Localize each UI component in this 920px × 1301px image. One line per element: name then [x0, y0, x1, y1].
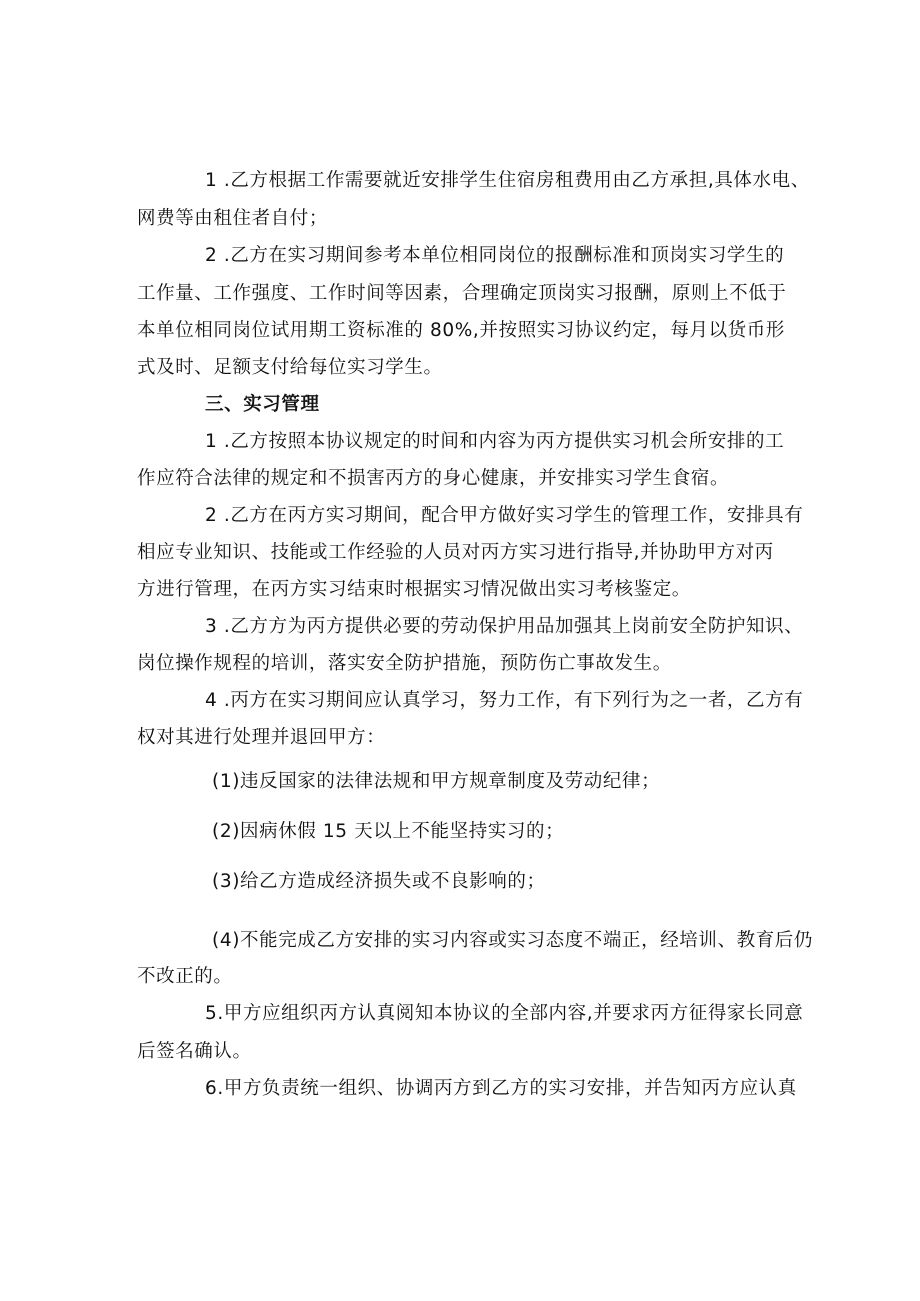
text-line: 不改正的。: [137, 966, 233, 987]
text-line: 权对其进行处理并退回甲方：: [137, 727, 386, 748]
list-item: (2)因病休假 15 天以上不能坚持实习的；: [212, 821, 565, 842]
text-line: 5.甲方应组织丙方认真阅知本协议的全部内容,并要求丙方征得家长同意: [205, 1003, 804, 1024]
text-line: 相应专业知识、技能或工作经验的人员对丙方实习进行指导,并协助甲方对丙: [137, 542, 774, 563]
list-item: (1)违反国家的法律法规和甲方规章制度及劳动纪律；: [212, 771, 661, 792]
list-item: (4)不能完成乙方安排的实习内容或实习态度不端正，经培训、教育后仍: [212, 930, 814, 951]
text-line: 2 .乙方在实习期间参考本单位相同岗位的报酬标准和顶岗实习学生的: [205, 245, 785, 266]
text-line: 网费等由租住者自付；: [137, 208, 329, 229]
text-line: 方进行管理，在丙方实习结束时根据实习情况做出实习考核鉴定。: [137, 579, 691, 600]
text-line: 1 .乙方按照本协议规定的时间和内容为丙方提供实习机会所安排的工: [205, 431, 785, 452]
text-line: 后签名确认。: [137, 1041, 252, 1062]
text-line: 2 .乙方在丙方实习期间，配合甲方做好实习学生的管理工作，安排具有: [205, 505, 804, 526]
text-line: 本单位相同岗位试用期工资标准的 80%,并按照实习协议约定，每月以货币形: [137, 320, 785, 341]
text-line: 1 .乙方根据工作需要就近安排学生住宿房租费用由乙方承担,具体水电、: [205, 170, 810, 191]
text-line: 作应符合法律的规定和不损害丙方的身心健康，并安排实习学生食宿。: [137, 468, 730, 489]
list-item: (3)给乙方造成经济损失或不良影响的；: [212, 871, 546, 892]
text-line: 式及时、足额支付给每位实习学生。: [137, 357, 443, 378]
text-line: 6.甲方负责统一组织、协调丙方到乙方的实习安排，并告知丙方应认真: [205, 1078, 797, 1099]
section-heading: 三、实习管理: [205, 394, 320, 415]
text-line: 工作量、工作强度、工作时间等因素，合理确定顶岗实习报酬，原则上不低于: [137, 283, 787, 304]
text-line: 岗位操作规程的培训，落实安全防护措施，预防伤亡事故发生。: [137, 653, 672, 674]
text-line: 4 .丙方在实习期间应认真学习，努力工作，有下列行为之一者，乙方有: [205, 690, 804, 711]
text-line: 3 .乙方方为丙方提供必要的劳动保护用品加强其上岗前安全防护知识、: [205, 616, 804, 637]
